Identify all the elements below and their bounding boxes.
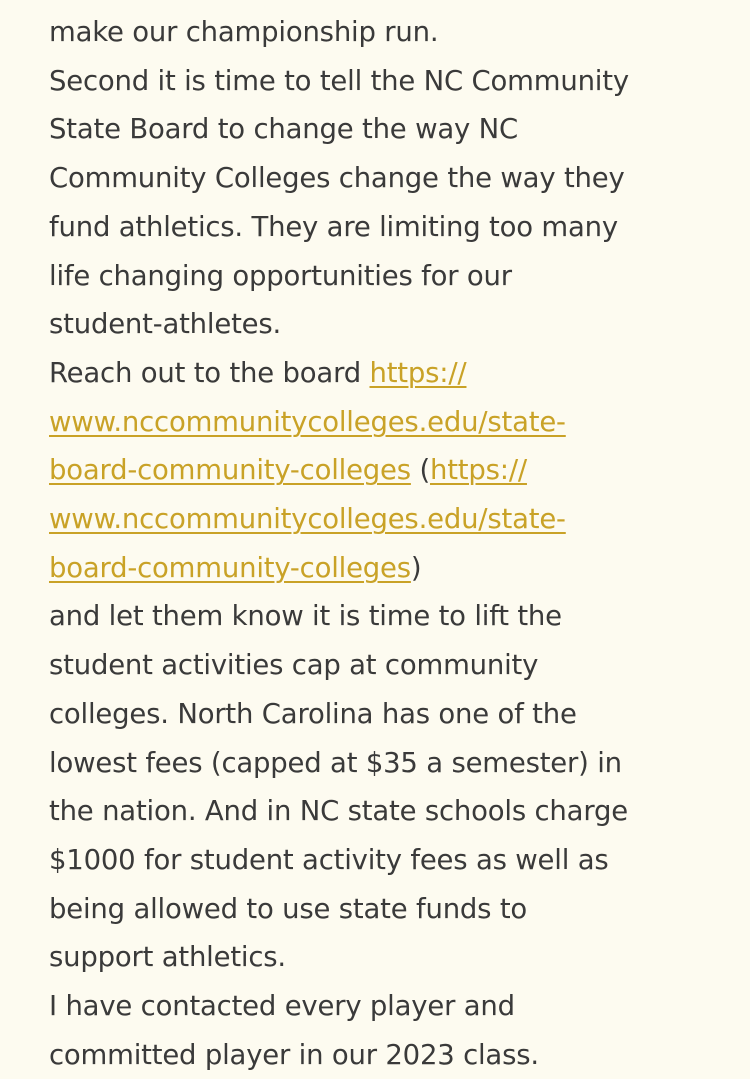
note-text: fund athletics. They are limiting too many — [49, 210, 618, 243]
note-text: Second it is time to tell the NC Community — [49, 64, 629, 97]
board-link[interactable]: www.nccommunitycolleges.edu/state- — [49, 405, 566, 438]
note-text: State Board to change the way NC — [49, 113, 518, 146]
note-text: make our championship run. — [49, 16, 439, 48]
note-line — [49, 252, 719, 301]
note-text: ( — [410, 454, 430, 487]
note-text: I have contacted every player and — [49, 990, 515, 1023]
note-line — [49, 787, 719, 836]
board-link[interactable]: https:// — [429, 454, 527, 487]
note-text: student-athletes. — [49, 308, 282, 341]
board-link[interactable]: board-community-colleges — [49, 454, 411, 487]
note-text: being allowed to use state funds to — [49, 892, 528, 925]
note-text: support athletics. — [49, 941, 286, 974]
note-line — [49, 8, 719, 57]
note-line — [49, 739, 719, 788]
note-text: lowest fees (capped at $35 a semester) in — [49, 746, 622, 779]
note-line — [49, 154, 719, 203]
note-line — [49, 933, 719, 982]
note-line — [49, 300, 719, 349]
board-link[interactable]: board-community-colleges — [49, 551, 411, 584]
note-text: life changing opportunities for our — [49, 259, 512, 292]
note-text: Community Colleges change the way they — [49, 162, 625, 195]
note-line — [49, 690, 719, 739]
note-line — [49, 203, 719, 252]
note-text: committed player in our 2023 class. — [49, 1038, 539, 1071]
note-text: student activities cap at community — [49, 649, 539, 682]
board-link[interactable]: www.nccommunitycolleges.edu/state- — [49, 503, 566, 536]
note-line — [49, 592, 719, 641]
note-line — [49, 398, 719, 447]
note-body — [49, 8, 719, 1079]
note-line — [49, 982, 719, 1031]
note-text: the nation. And in NC state schools charge — [49, 795, 628, 828]
note-line — [49, 885, 719, 934]
note-text: $1000 for student activity fees as well as — [49, 843, 609, 876]
note-text: Reach out to the board — [49, 356, 370, 389]
board-link[interactable]: https:// — [369, 356, 467, 389]
note-text: and let them know it is time to lift the — [49, 600, 562, 633]
note-line — [49, 495, 719, 544]
note-line — [49, 641, 719, 690]
note-line — [49, 836, 719, 885]
note-line — [49, 105, 719, 154]
note-line — [49, 57, 719, 106]
note-line — [49, 349, 719, 398]
note-text: colleges. North Carolina has one of the — [49, 697, 577, 730]
note-text: ) — [410, 551, 422, 584]
note-line — [49, 544, 719, 593]
note-line — [49, 446, 719, 495]
